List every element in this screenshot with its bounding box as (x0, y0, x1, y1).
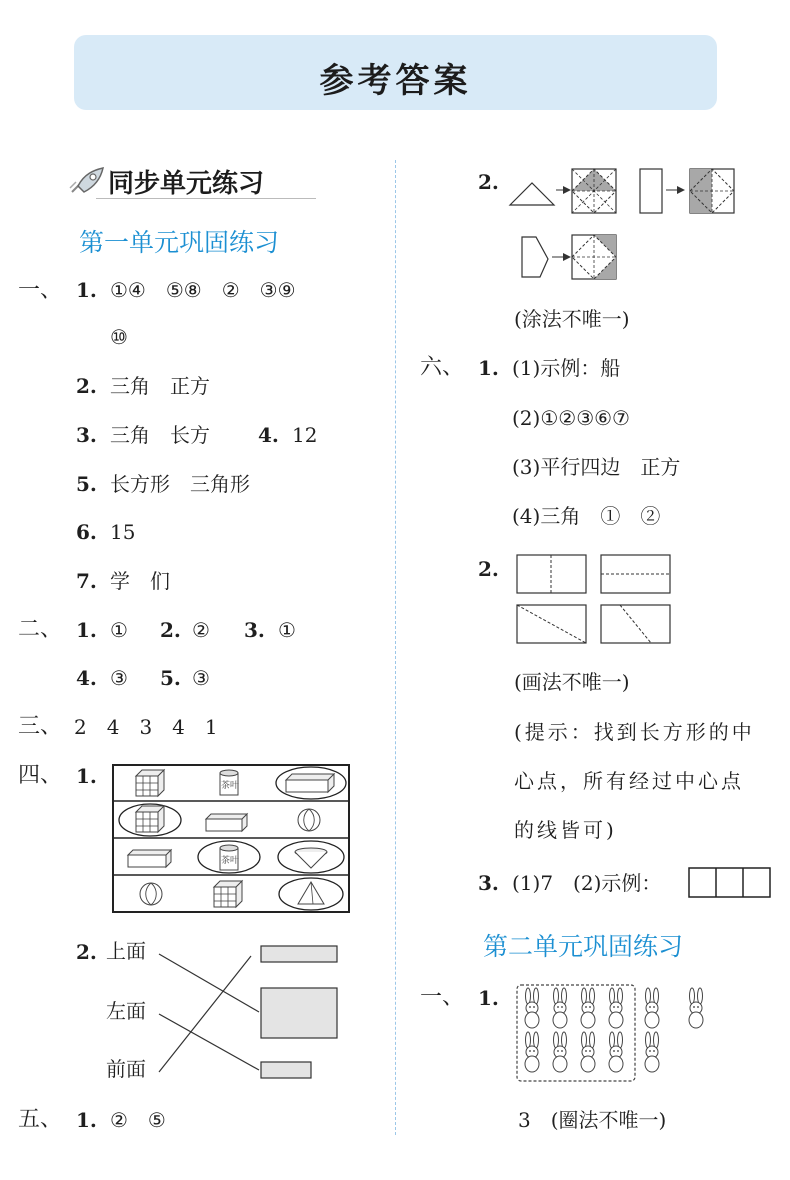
section-title: 同步单元练习 (108, 169, 265, 199)
item-number: 2. (160, 618, 181, 642)
view-shape-short (261, 1062, 311, 1078)
item-number: 7. (76, 569, 97, 593)
item-number: 1. (76, 278, 97, 302)
item-number: 3. (244, 618, 265, 642)
answer-text: 15 (110, 520, 136, 544)
folded-square (572, 169, 616, 213)
question-number: 三、 (18, 714, 63, 739)
cube-icon (136, 806, 164, 832)
rabbit-icon (525, 1032, 539, 1072)
cuboid-icon (286, 774, 334, 792)
item-number: 5. (76, 472, 97, 496)
answer-text: (2)①②③⑥⑦ (512, 406, 630, 430)
item-number: 2. (478, 170, 499, 194)
item-number: 2. (478, 557, 499, 581)
answer-text: 3 (圈法不唯一) (518, 1108, 667, 1132)
answer-text: (4)三角 ① ② (512, 504, 661, 528)
question-number: 二、 (18, 617, 63, 642)
view-shape-square (261, 988, 337, 1038)
triangle-shape (510, 183, 554, 205)
question-number: 六、 (420, 355, 465, 380)
cuboid-icon (128, 850, 171, 867)
unit-title: 第一单元巩固练习 (79, 228, 280, 257)
item-number: 2. (76, 940, 97, 964)
answer-text: ①④ ⑤⑧ ② ③⑨ (110, 278, 296, 302)
item-number: 3. (76, 423, 97, 447)
note-text: (涂法不唯一) (514, 307, 630, 331)
rectangle-slant-split (601, 605, 670, 643)
page-title: 参考答案 (319, 61, 472, 101)
cube-icon (214, 881, 242, 907)
view-shape-thin (261, 946, 337, 962)
match-line (159, 1014, 259, 1070)
answer-key-banner (74, 35, 717, 110)
answer-text: 长方形 三角形 (110, 472, 250, 496)
answer-text: 三角 正方 (110, 374, 210, 398)
folded-square (572, 235, 616, 279)
view-label-front: 前面 (106, 1057, 146, 1081)
cylinder-label: 茶叶 (221, 781, 240, 791)
item-number: 1. (478, 986, 499, 1010)
rabbit-icon (609, 988, 623, 1028)
view-matching-diagram (104, 936, 344, 1086)
answer-text: 12 (292, 423, 318, 447)
hint-text: (提示：找到长方形的中 (514, 720, 755, 744)
cylinder-icon (220, 845, 239, 870)
rabbit-icon (581, 988, 595, 1028)
rabbit-icon (553, 988, 567, 1028)
section-underline (96, 198, 316, 199)
answer-text: ⑩ (110, 325, 128, 349)
rabbit-icon (609, 1032, 623, 1072)
match-line (159, 954, 259, 1012)
cuboid-icon (206, 814, 247, 831)
item-number: 2. (76, 374, 97, 398)
answer-text: ① (278, 618, 296, 642)
question-number: 四、 (18, 763, 63, 788)
answer-text: ② ⑤ (110, 1108, 166, 1132)
folding-diagram (506, 165, 746, 295)
answer-text: ① (110, 618, 128, 642)
item-number: 4. (76, 666, 97, 690)
cylinder-icon (220, 770, 239, 795)
rabbit-icon (689, 988, 703, 1028)
question-number: 一、 (420, 985, 465, 1010)
solid-figures-table (112, 764, 350, 914)
rabbit-icon (581, 1032, 595, 1072)
answer-text: (1)7 (2)示例： (512, 871, 662, 895)
column-divider (395, 160, 396, 1135)
match-line (159, 956, 251, 1072)
hint-text: 的线皆可) (514, 818, 617, 842)
item-number: 1. (76, 1108, 97, 1132)
item-number: 5. (160, 666, 181, 690)
hint-text: 心点，所有经过中心点 (514, 769, 744, 793)
cylinder-label: 茶叶 (221, 856, 240, 866)
answer-text: ③ (192, 666, 210, 690)
note-text: (画法不唯一) (514, 670, 630, 694)
answer-text: (3)平行四边 正方 (512, 455, 681, 479)
answer-text: 学 们 (110, 569, 170, 593)
folded-square (690, 169, 734, 213)
rectangle-shape (640, 169, 662, 213)
item-number: 3. (478, 871, 499, 895)
answer-text: 三角 长方 (110, 423, 210, 447)
answer-text: ③ (110, 666, 128, 690)
rabbit-icon (645, 988, 659, 1028)
answer-text: ② (192, 618, 210, 642)
rectangle-division-diagram (516, 554, 674, 646)
item-number: 6. (76, 520, 97, 544)
rabbit-icon (553, 1032, 567, 1072)
item-number: 1. (478, 356, 499, 380)
rabbit-icon (645, 1032, 659, 1072)
sphere-icon (298, 809, 320, 831)
rocket-icon (66, 166, 106, 196)
item-number: 1. (76, 764, 97, 788)
item-number: 1. (76, 618, 97, 642)
question-number: 五、 (18, 1107, 63, 1132)
three-square-strip (688, 867, 772, 899)
view-label-left: 左面 (106, 999, 146, 1023)
unit-title: 第二单元巩固练习 (483, 932, 684, 961)
question-number: 一、 (18, 278, 63, 303)
answer-text: 2 4 3 4 1 (74, 715, 218, 739)
sphere-icon (140, 883, 162, 905)
item-number: 4. (258, 423, 279, 447)
trapezoid-shape (522, 237, 548, 277)
answer-text: (1)示例：船 (512, 356, 621, 380)
rabbit-icon (525, 988, 539, 1028)
rabbits-grouping-diagram (516, 984, 716, 1086)
cube-icon (136, 770, 164, 796)
view-label-top: 上面 (106, 939, 146, 963)
